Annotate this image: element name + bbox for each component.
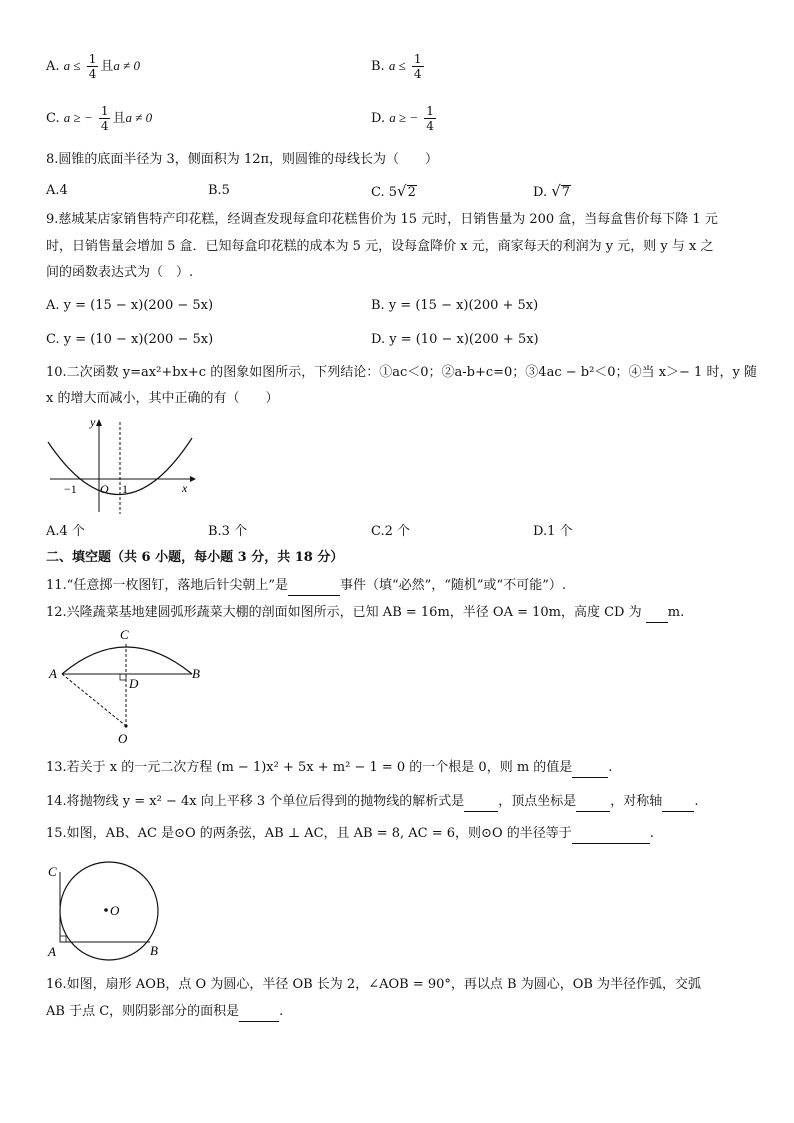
- label-c: C: [48, 864, 57, 879]
- arch-diagram: [44, 626, 214, 748]
- q9-line-3: 间的函数表达式为（ ）.: [46, 265, 194, 280]
- label-c: C: [120, 627, 129, 642]
- q10-option-c: C.2 个: [371, 524, 411, 539]
- q7-option-b: B. a ≤ $\frac{1}{4}$: [371, 52, 422, 81]
- fraction: $\frac{1}{4}$: [88, 52, 97, 81]
- q7-option-a: A. a ≤ $\frac{1}{4}$ 且a ≠ 0: [46, 52, 140, 81]
- q9-option-b: B. y = (15 − x)(200 + 5x): [371, 298, 539, 313]
- q9-line-2: 时，日销售量会增加 5 盒．已知每盒印花糕的成本为 5 元，设每盒降价 x 元，商家每天的利润为 y 元，则 y 与 x 之: [46, 239, 714, 254]
- answer-blank[interactable]: [576, 793, 610, 812]
- q9-line-1: 9.慈城某店家销售特产印花糕，经调查发现每盒印花糕售价为 15 元时，日销售量为 200 盒，当每盒售价每下降 1 元: [46, 212, 718, 227]
- answer-blank[interactable]: [572, 759, 608, 778]
- fraction: $\frac{1}{4}$: [100, 104, 109, 133]
- center-point: [104, 908, 108, 912]
- circle-diagram: [40, 858, 180, 962]
- q10-line-1: 10.二次函数 y=ax²+bx+c 的图象如图所示，下列结论：①ac＜0；②a-b+c=0；③4ac − b²＜0；④当 x＞− 1 时，y 随: [46, 365, 757, 380]
- q14: 14.将抛物线 y = x² − 4x 向上平移 3 个单位后得到的抛物线的解析式是 ，顶点坐标是 ，对称轴 .: [46, 793, 698, 812]
- q10-option-b: B.3 个: [208, 524, 248, 539]
- q13: 13.若关于 x 的一元二次方程 (m − 1)x² + 5x + m² − 1 = 0 的一个根是 0，则 m 的值是 .: [46, 759, 612, 778]
- q12: 12.兴隆蔬菜基地建圆弧形蔬菜大棚的剖面如图所示，已知 AB = 16m，半径 OA = 10m，高度 CD 为 m.: [46, 604, 684, 623]
- circle-o: [60, 862, 158, 960]
- q9-option-d: D. y = (10 − x)(200 + 5x): [371, 332, 539, 347]
- q11: 11.“任意掷一枚图钉，落地后针尖朝上”是 事件（填“必然”，“随机”或“不可能”）.: [46, 577, 566, 596]
- answer-blank[interactable]: [572, 825, 650, 844]
- q8-stem: 8.圆锥的底面半径为 3，侧面积为 12π，则圆锥的母线长为（ ）: [46, 152, 439, 167]
- x-label: x: [182, 481, 188, 495]
- q8-option-b: B.5: [208, 183, 230, 198]
- label-b: B: [192, 666, 200, 681]
- parabola-graph: [44, 414, 198, 516]
- y-label: y: [90, 415, 96, 429]
- q10-option-a: A.4 个: [46, 524, 85, 539]
- q8-option-d: D. √7: [533, 182, 571, 200]
- center-point: [124, 724, 127, 727]
- fraction: $\frac{1}{4}$: [426, 104, 434, 133]
- q7-option-c: C. a ≥ − $\frac{1}{4}$ 且a ≠ 0: [46, 104, 153, 133]
- answer-blank[interactable]: [239, 1003, 279, 1022]
- right-angle-mark: [60, 936, 66, 942]
- q9-option-c: C. y = (10 − x)(200 − 5x): [46, 332, 214, 347]
- segment-ao: [62, 674, 126, 726]
- q15: 15.如图，AB、AC 是⊙O 的两条弦，AB ⊥ AC，且 AB = 8, AC = 6，则⊙O 的半径等于 .: [46, 825, 654, 844]
- q8-option-c: C. 5√2: [371, 182, 416, 200]
- answer-blank[interactable]: [288, 577, 340, 596]
- y-axis-arrow: [96, 419, 102, 426]
- label-a: A: [48, 944, 56, 959]
- q8-option-a: A.4: [46, 183, 68, 198]
- answer-blank[interactable]: [464, 793, 498, 812]
- q10-option-d: D.1 个: [533, 524, 573, 539]
- origin-label: O: [100, 482, 109, 496]
- x-axis-arrow: [190, 476, 196, 482]
- answer-blank[interactable]: [646, 604, 668, 623]
- neg-one-label: −1: [64, 482, 77, 496]
- label-a: A: [49, 666, 57, 681]
- q10-line-2: x 的增大而减小，其中正确的有（ ）: [46, 391, 279, 406]
- label-o: O: [118, 731, 128, 746]
- q16-line-1: 16.如图，扇形 AOB，点 O 为圆心，半径 OB 长为 2，∠AOB = 90°，再以点 B 为圆心，OB 为半径作弧，交弧: [46, 977, 702, 992]
- q7-option-d: D. a ≥ − $\frac{1}{4}$: [371, 104, 434, 133]
- fraction: $\frac{1}{4}$: [413, 52, 422, 81]
- arc-ab: [62, 647, 192, 674]
- answer-blank[interactable]: [662, 793, 694, 812]
- right-angle-mark: [120, 674, 126, 680]
- label-o: O: [110, 903, 120, 918]
- one-label: 1: [122, 482, 128, 496]
- label-d: D: [129, 676, 139, 691]
- q16-line-2: AB 于点 C，则阴影部分的面积是 .: [46, 1003, 283, 1022]
- label-b: B: [150, 943, 158, 958]
- q9-option-a: A. y = (15 − x)(200 − 5x): [46, 298, 214, 313]
- section-heading: 二、填空题（共 6 小题，每小题 3 分，共 18 分）: [46, 550, 344, 565]
